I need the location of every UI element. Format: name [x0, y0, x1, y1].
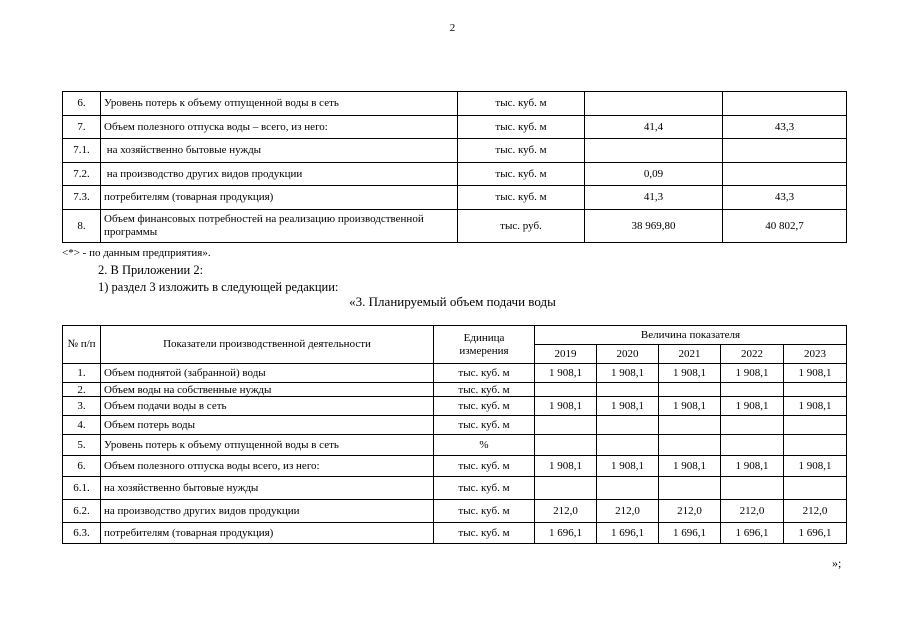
- closing-quote: »;: [832, 556, 842, 570]
- value: 1 908,1: [597, 397, 659, 416]
- year-header: 2020: [597, 345, 659, 364]
- year-header: 2022: [721, 345, 784, 364]
- table-row: [63, 456, 847, 477]
- indicator-name: на производство других видов продукции: [101, 500, 434, 523]
- row-number: 4.: [63, 416, 101, 435]
- indicator-name: на производство других видов продукции: [101, 162, 458, 186]
- year-header: 2023: [784, 345, 847, 364]
- indicator-name: Объем полезного отпуска воды – всего, из него:: [101, 115, 458, 139]
- row-number: 2.: [63, 383, 101, 397]
- unit: %: [434, 435, 535, 456]
- value: 1 908,1: [659, 397, 721, 416]
- value: [535, 416, 597, 435]
- unit: тыс. куб. м: [458, 115, 585, 139]
- table-row: [63, 416, 847, 435]
- value: 43,3: [723, 115, 847, 139]
- value: 1 908,1: [659, 364, 721, 383]
- value: [597, 416, 659, 435]
- row-number: 3.: [63, 397, 101, 416]
- unit: тыс. куб. м: [458, 139, 585, 163]
- value: [723, 162, 847, 186]
- year-header: 2019: [535, 345, 597, 364]
- value: [535, 477, 597, 500]
- value: 212,0: [659, 500, 721, 523]
- table-row: [63, 92, 847, 116]
- value: 1 908,1: [597, 364, 659, 383]
- value: 1 908,1: [597, 456, 659, 477]
- table-planned-water-supply: [62, 325, 847, 544]
- value: 1 908,1: [535, 397, 597, 416]
- column-header-value: Величина показателя: [535, 326, 847, 345]
- table-row: [63, 477, 847, 500]
- table-row: [63, 435, 847, 456]
- unit: тыс. куб. м: [434, 456, 535, 477]
- value: 1 908,1: [721, 364, 784, 383]
- value: [535, 383, 597, 397]
- table-row: [63, 397, 847, 416]
- indicator-name: Объем поднятой (забранной) воды: [101, 364, 434, 383]
- indicator-name: на хозяйственно бытовые нужды: [101, 139, 458, 163]
- page-number: 2: [449, 22, 456, 34]
- row-number: 7.: [63, 115, 101, 139]
- value: [721, 435, 784, 456]
- row-number: 6.1.: [63, 477, 101, 500]
- column-header-unit: Единица измерения: [434, 326, 535, 364]
- value: [597, 435, 659, 456]
- value: [659, 435, 721, 456]
- value: 1 696,1: [535, 523, 597, 544]
- unit: тыс. руб.: [458, 209, 585, 242]
- table-header-row: [63, 326, 847, 345]
- unit: тыс. куб. м: [434, 364, 535, 383]
- table-row: [63, 209, 847, 242]
- value: 212,0: [721, 500, 784, 523]
- value: 1 908,1: [721, 397, 784, 416]
- value: [597, 383, 659, 397]
- footnote: <*> - по данным предприятия».: [62, 247, 211, 259]
- indicator-name: Объем полезного отпуска воды всего, из него:: [101, 456, 434, 477]
- unit: тыс. куб. м: [434, 383, 535, 397]
- indicator-name: Объем финансовых потребностей на реализацию производственной программы: [101, 209, 458, 242]
- value: 41,3: [585, 186, 723, 210]
- value: [597, 477, 659, 500]
- row-number: 6.: [63, 92, 101, 116]
- value: 1 908,1: [535, 364, 597, 383]
- column-header-number: № п/п: [63, 326, 101, 364]
- unit: тыс. куб. м: [434, 523, 535, 544]
- unit: тыс. куб. м: [434, 477, 535, 500]
- value: 40 802,7: [723, 209, 847, 242]
- value: 1 908,1: [659, 456, 721, 477]
- unit: тыс. куб. м: [458, 162, 585, 186]
- indicator-name: Объем потерь воды: [101, 416, 434, 435]
- value: [723, 92, 847, 116]
- table-row: [63, 139, 847, 163]
- value: 38 969,80: [585, 209, 723, 242]
- value: [784, 383, 847, 397]
- row-number: 6.3.: [63, 523, 101, 544]
- indicator-name: Объем подачи воды в сеть: [101, 397, 434, 416]
- unit: тыс. куб. м: [434, 500, 535, 523]
- indicator-name: Уровень потерь к объему отпущенной воды в сеть: [101, 435, 434, 456]
- indicator-name: Уровень потерь к объему отпущенной воды в сеть: [101, 92, 458, 116]
- paragraph: 2. В Приложении 2:: [98, 263, 204, 277]
- section-heading: «3. Планируемый объем подачи воды: [349, 294, 556, 309]
- value: [585, 139, 723, 163]
- value: 212,0: [784, 500, 847, 523]
- value: [784, 477, 847, 500]
- row-number: 7.1.: [63, 139, 101, 163]
- table-row: [63, 383, 847, 397]
- value: 1 908,1: [535, 456, 597, 477]
- value: 1 908,1: [784, 456, 847, 477]
- paragraph: 1) раздел 3 изложить в следующей редакции:: [98, 280, 339, 294]
- value: 1 908,1: [784, 397, 847, 416]
- table-row: [63, 115, 847, 139]
- value: [659, 477, 721, 500]
- value: 1 696,1: [659, 523, 721, 544]
- indicator-name: потребителям (товарная продукция): [101, 523, 434, 544]
- unit: тыс. куб. м: [434, 397, 535, 416]
- value: 1 696,1: [784, 523, 847, 544]
- value: 212,0: [597, 500, 659, 523]
- row-number: 1.: [63, 364, 101, 383]
- row-number: 8.: [63, 209, 101, 242]
- row-number: 6.2.: [63, 500, 101, 523]
- table-row: [63, 186, 847, 210]
- value: 1 908,1: [721, 456, 784, 477]
- value: [721, 416, 784, 435]
- value: 1 696,1: [597, 523, 659, 544]
- value: [659, 416, 721, 435]
- value: [784, 435, 847, 456]
- value: [659, 383, 721, 397]
- value: 1 908,1: [784, 364, 847, 383]
- table-row: [63, 364, 847, 383]
- value: 212,0: [535, 500, 597, 523]
- table-row: [63, 162, 847, 186]
- value: [585, 92, 723, 116]
- indicator-name: на хозяйственно бытовые нужды: [101, 477, 434, 500]
- unit: тыс. куб. м: [458, 92, 585, 116]
- indicator-name: потребителям (товарная продукция): [101, 186, 458, 210]
- value: [721, 477, 784, 500]
- value: 43,3: [723, 186, 847, 210]
- value: [784, 416, 847, 435]
- table-row: [63, 500, 847, 523]
- column-header-indicators: Показатели производственной деятельности: [101, 326, 434, 364]
- value: 1 696,1: [721, 523, 784, 544]
- value: [723, 139, 847, 163]
- unit: тыс. куб. м: [434, 416, 535, 435]
- value: 0,09: [585, 162, 723, 186]
- table-row: [63, 523, 847, 544]
- indicator-name: Объем воды на собственные нужды: [101, 383, 434, 397]
- table-production-program-indicators: [62, 91, 847, 243]
- value: 41,4: [585, 115, 723, 139]
- unit: тыс. куб. м: [458, 186, 585, 210]
- row-number: 7.3.: [63, 186, 101, 210]
- value: [721, 383, 784, 397]
- row-number: 6.: [63, 456, 101, 477]
- year-header: 2021: [659, 345, 721, 364]
- row-number: 5.: [63, 435, 101, 456]
- value: [535, 435, 597, 456]
- row-number: 7.2.: [63, 162, 101, 186]
